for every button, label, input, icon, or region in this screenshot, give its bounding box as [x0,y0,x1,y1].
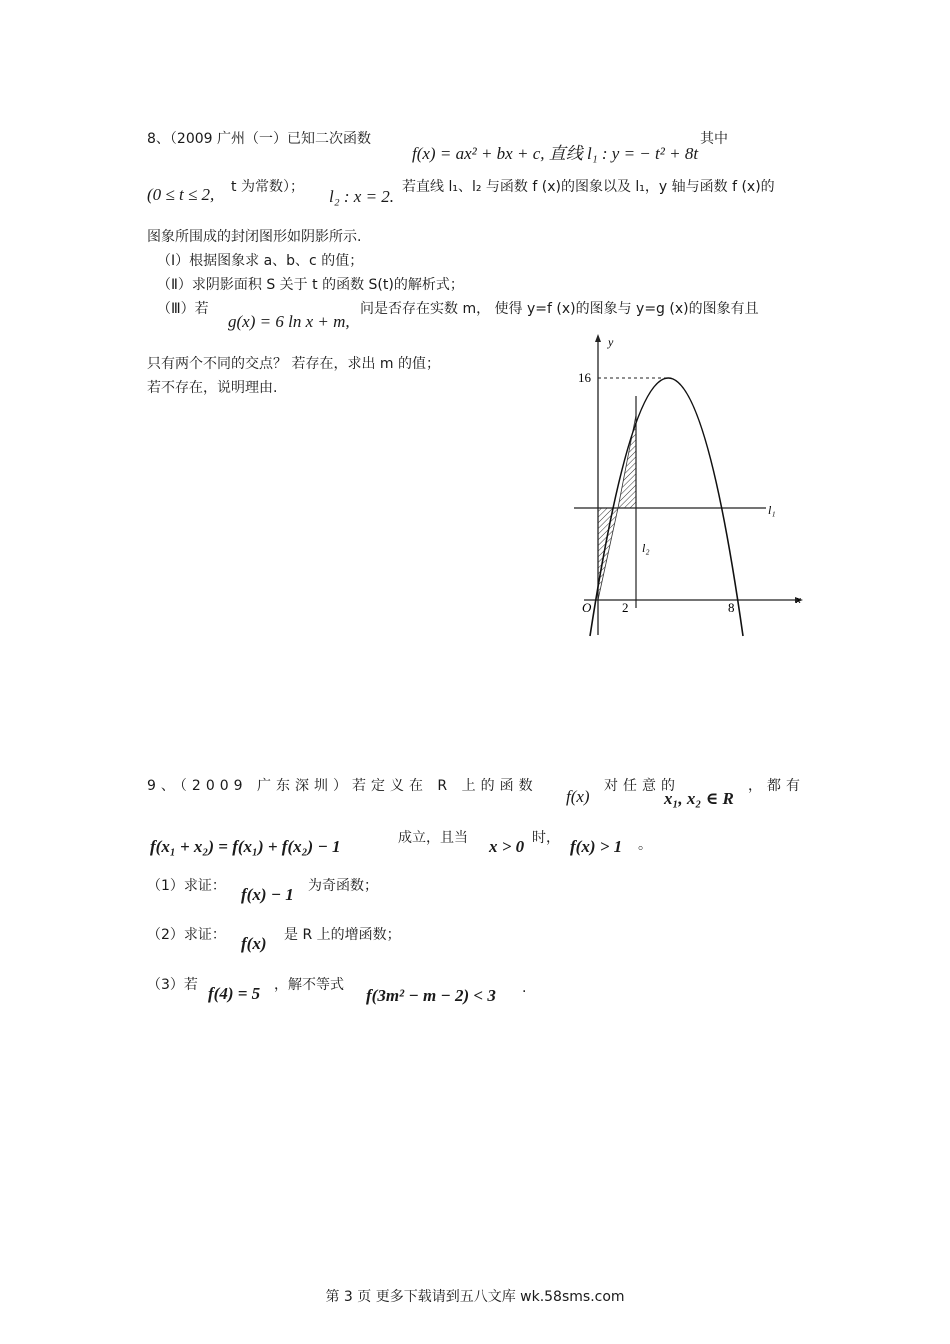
p8-part3-line2: 只有两个不同的交点？ 若存在，求出 m 的值； [147,356,440,372]
p9-functional-equation: f(x₁ + x₂) = f(x₁) + f(x₂) − 1 [150,837,341,856]
p9-part3-given: f(4) = 5 [208,984,261,1003]
p8-function-formula: f(x) = ax² + bx + c, 直线 l₁ : y = − t² + 8t [412,144,699,163]
parabola-curve [590,378,743,636]
p8-t-constant: t 为常数）； [231,179,304,195]
p9-part3-inequality: f(3m² − m − 2) < 3 [366,986,496,1005]
p9-fx: f(x) [566,787,590,806]
p9-part1-prefix: （1）求证： [147,878,226,894]
p9-part3-end: . [522,980,527,996]
p8-l2: l₂ : x = 2. [329,187,395,206]
p9-have: ，都有 [748,778,805,794]
p8-qizhong: 其中 [700,131,728,147]
y-axis-arrow [595,334,601,342]
p9-condition: x > 0 [489,837,525,856]
p9-part3-mid: ，解不等式 [274,977,344,993]
shaded-region-left [598,508,618,600]
p8-part2: （Ⅱ）求阴影面积 S 关于 t 的函数 S(t)的解析式； [157,277,464,293]
p9-any: 对任意的 [604,778,680,794]
parabola-graph [570,330,810,640]
p8-intro: 8、（2009 广州（一）已知二次函数 [147,131,371,147]
p8-part3-prefix: （Ⅲ）若 [157,301,209,317]
p9-part3-prefix: （3）若 [147,977,198,993]
p8-part3-suffix: 问是否存在实数 m， 使得 y=f (x)的图象与 y=g (x)的图象有且 [360,301,759,317]
p9-intro: 9、（2009 广东深圳）若定义在 R 上的函数 [147,778,538,794]
peak-label: 16 [578,370,591,385]
l2-label: l₂ [642,541,650,555]
x-axis-label: x [796,594,801,606]
p8-part3-line3: 若不存在，说明理由. [147,380,278,396]
p9-holds: 成立，且当 [398,830,468,846]
p8-range: (0 ≤ t ≤ 2, [147,185,215,204]
p8-desc-line1: 若直线 l₁、l₂ 与函数 f (x)的图象以及 l₁，y 轴与函数 f (x)的 [402,179,775,195]
p9-part2-prefix: （2）求证： [147,927,226,943]
p9-part1-expr: f(x) − 1 [241,885,294,904]
p8-desc-line2: 图象所围成的封闭图形如阴影所示. [147,229,362,245]
tick-label-8: 8 [728,600,735,615]
p9-part1-suffix: 为奇函数； [308,878,378,894]
origin-label: O [582,600,592,615]
page-footer: 第 3 页 更多下载请到五八文库 wk.58sms.com [325,1289,625,1305]
p9-part2-suffix: 是 R 上的增函数； [284,927,401,943]
p8-g-formula: g(x) = 6 ln x + m, [228,312,350,331]
p9-inequality: f(x) > 1 [570,837,623,856]
tick-label-2: 2 [622,600,629,615]
p9-part2-expr: f(x) [241,934,267,953]
l1-label: l₁ [768,503,776,517]
y-axis-label: y [608,335,614,349]
p9-when: 时， [532,830,560,846]
p9-vars: x₁, x₂ ∈ R [664,789,734,808]
p9-period: 。 [638,837,652,853]
p8-part1: （Ⅰ）根据图象求 a、b、c 的值； [157,253,364,269]
